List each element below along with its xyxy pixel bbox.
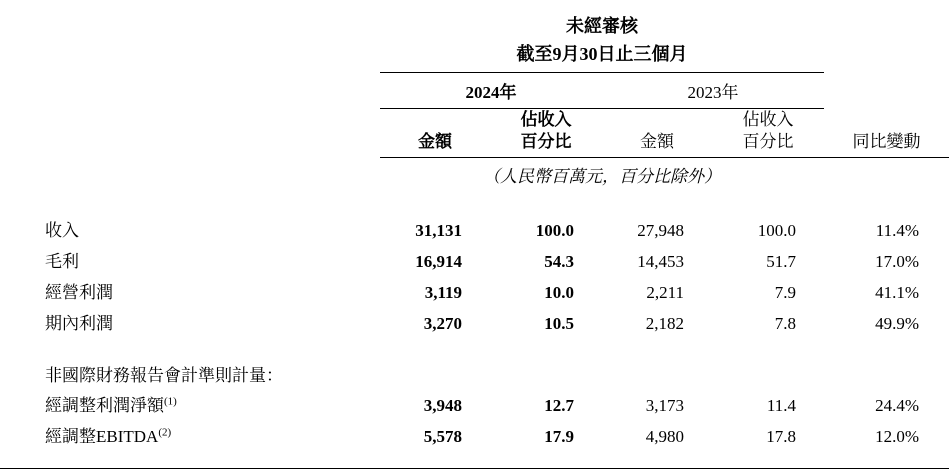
table-subtitle: 截至9月30日止三個月 [516, 44, 688, 64]
row-amount-2023: 2,211 [646, 282, 684, 302]
row-percent-2024: 17.9 [544, 426, 574, 446]
row-amount-2023: 14,453 [637, 251, 684, 271]
row-label-text: 經調整EBITDA [45, 426, 159, 446]
row-label [0, 419, 380, 450]
row-percent-2024: 12.7 [544, 395, 574, 415]
row-amount-2024: 31,131 [415, 220, 462, 240]
table-bottom-rule [0, 468, 949, 470]
column-header-percent-2023 [712, 109, 824, 158]
footnote-marker: (1) [164, 394, 177, 407]
column-header-amount-2024: 金額 [418, 131, 452, 151]
column-header-percent-2024 [490, 109, 602, 158]
table-row [0, 213, 949, 244]
row-label-text: 經調整利潤淨額 [45, 395, 164, 415]
row-yoy: 17.0% [875, 251, 919, 271]
section-heading: 非國際財務報告會計準則計量： [45, 365, 283, 385]
row-yoy: 11.4% [875, 220, 919, 240]
row-label: 經營利潤 [45, 282, 113, 302]
row-percent-2024: 10.0 [544, 282, 574, 302]
spacer [0, 450, 949, 469]
table-title-row [0, 0, 949, 40]
unit-note: （人民幣百萬元，百分比除外） [380, 157, 824, 191]
table-subtitle-row [0, 40, 949, 73]
row-label: 期內利潤 [45, 313, 113, 333]
spacer [0, 337, 949, 355]
table-title: 未經審核 [566, 16, 638, 36]
row-amount-2023: 4,980 [645, 426, 684, 446]
row-yoy: 24.4% [875, 395, 919, 415]
section-heading-row [0, 355, 949, 388]
column-header-row [0, 109, 949, 158]
row-amount-2023: 2,182 [645, 313, 684, 333]
period-header-2024: 2024年 [380, 73, 602, 109]
row-yoy: 41.1% [875, 282, 919, 302]
column-header-percent-2024-line2: 百分比 [520, 131, 572, 151]
row-amount-2024: 3,270 [423, 313, 462, 333]
column-header-percent-2023-line1: 佔收入 [742, 110, 794, 129]
row-label [0, 388, 380, 419]
unit-note-row [0, 157, 949, 191]
column-header-percent-2023-line2: 百分比 [742, 131, 794, 151]
row-amount-2024: 5,578 [423, 426, 462, 446]
row-percent-2024: 54.3 [544, 251, 574, 271]
table-row [0, 275, 949, 306]
row-yoy: 12.0% [875, 426, 919, 446]
column-header-amount-2023: 金額 [640, 131, 674, 151]
table-row [0, 244, 949, 275]
table-row [0, 306, 949, 337]
row-percent-2023: 51.7 [766, 251, 796, 271]
column-header-yoy: 同比變動 [852, 131, 921, 151]
row-label: 收入 [45, 220, 79, 240]
spacer [0, 191, 949, 213]
period-header-2023: 2023年 [602, 73, 824, 109]
row-percent-2024: 100.0 [535, 220, 574, 240]
row-label: 毛利 [45, 251, 79, 271]
column-header-percent-2024-line1: 佔收入 [520, 110, 572, 129]
row-percent-2023: 7.9 [774, 282, 796, 302]
row-percent-2023: 100.0 [757, 220, 796, 240]
row-amount-2023: 27,948 [637, 220, 684, 240]
table-row [0, 388, 949, 419]
row-percent-2023: 11.4 [766, 395, 796, 415]
table-row [0, 419, 949, 450]
footnote-marker: (2) [158, 425, 172, 438]
row-amount-2024: 3,948 [423, 395, 462, 415]
row-amount-2023: 3,173 [645, 395, 684, 415]
row-yoy: 49.9% [875, 313, 919, 333]
row-amount-2024: 16,914 [415, 251, 462, 271]
period-header-row [0, 73, 949, 109]
row-percent-2023: 7.8 [774, 313, 796, 333]
row-amount-2024: 3,119 [424, 282, 462, 302]
row-percent-2023: 17.8 [766, 426, 796, 446]
row-percent-2024: 10.5 [544, 313, 574, 333]
